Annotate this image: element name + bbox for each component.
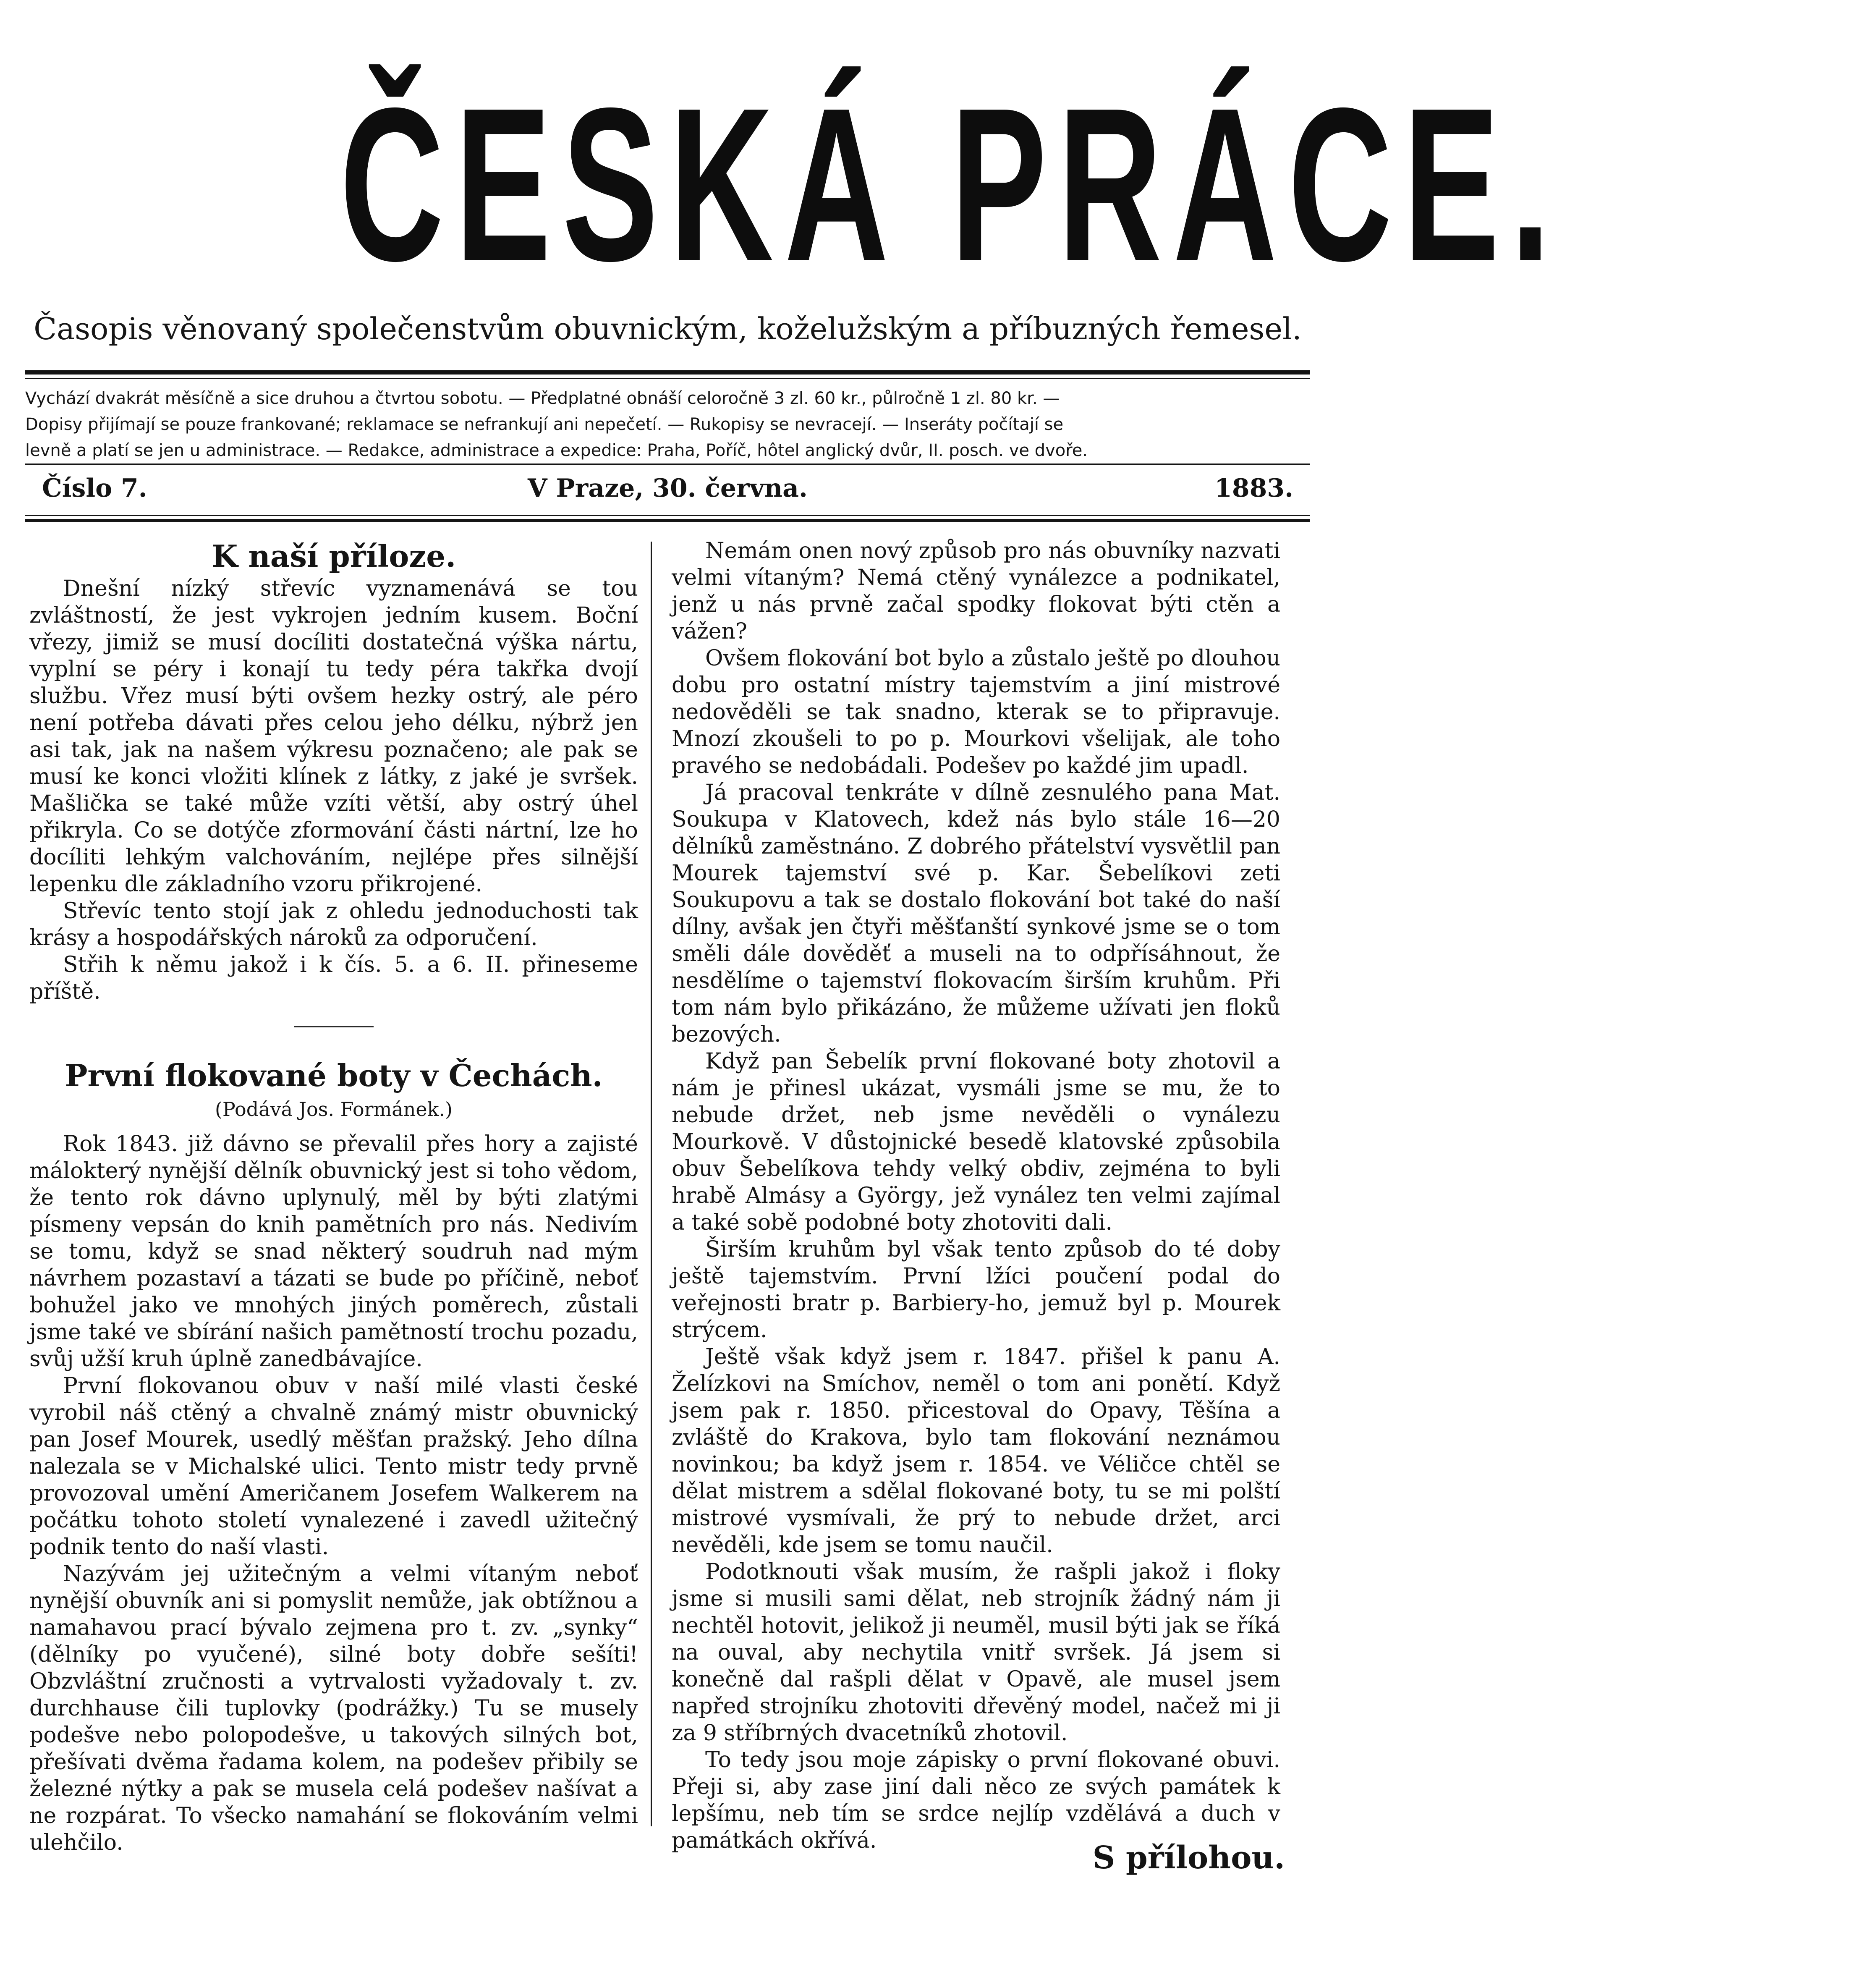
header-bottom-thin-rule [25,515,1310,516]
masthead-subtitle: Časopis věnovaný společenstvům obuvnickým, koželužským a příbuzných řemesel. [34,311,1302,346]
left-column [29,537,638,1856]
article-paragraph: Když pan Šebelík první flokované boty zhotovil a nám je přinesl ukázat, vysmáli jsme se mu, že to nebude držet, neb jsme nevěděli o vynálezu Mourkově. V důstojnické besedě klatovské způsobila obuv Šebelíkova tehdy velký obdiv, zejména to byli hrabě Almásy a Györgу, jež vynález ten velmi zajímal a také sobě podobné boty zhotoviti dali. [672,1049,1280,1235]
masthead-title: ČESKÁ PRÁCE. [340,63,1562,306]
issue-number: Číslo 7. [42,474,147,503]
masthead [25,63,1562,306]
article-paragraph: Širším kruhům byl však tento způsob do té doby ještě tajemstvím. První lžíci poučení podal do veřejnosti bratr p. Barbiery-ho, jemuž byl p. Mourek strýcem. [672,1237,1280,1343]
subscription-notice [25,385,1310,464]
notice-rule [25,464,1310,465]
article-paragraph: To tedy jsou moje zápisky o první flokované obuvi. Přeji si, aby zase jiní dali něco ze svých památek k lepšímu, neb tím se srdce nejlíp vzdělává a duch v památkách okřívá. [672,1747,1280,1853]
article-byline: (Podává Jos. Formánek.) [215,1098,453,1121]
article-title: K naší příloze. [211,538,456,574]
issue-place-date: V Praze, 30. června. [528,474,808,503]
issue-bar [25,469,1310,507]
article-paragraph: Ještě však když jsem r. 1847. přišel k panu A. Želízkovi na Smíchov, neměl o tom ani ponětí. Když jsem pak r. 1850. přicestoval do Opavy, Těšína a zvláště do Krakova, bylo tam flokování neznámou novinkou; ba když jsem r. 1854. ve Véličce chtěl se dělat mistrem a sdělal flokované boty, tu se mi polští mistrové vysmívali, že prý to nebude držet, arci nevěděli, kde jsem se tomu naučil. [672,1344,1280,1558]
column-divider [651,542,652,1826]
article-paragraph: Dnešní nízký střevíc vyznamenává se tou zvláštností, že jest vykrojen jedním kusem. Boční vřezy, jimiž se musí docíliti dostatečná výška nártu, vyplní se péry i konají tu tedy péra takřka dvojí službu. Vřez musí býti ovšem hezky ostrý, ale péro není potřeba dávati přes celou jeho délku, nýbrž jen asi tak, jak na našem výkresu poznačeno; ale pak se musí ke konci vložiti klínek z látky, z jaké je svršek. Mašlička se také může vzíti větší, aby ostrý úhel přikryla. Co se dotýče zformování části nártní, lze ho docíliti lehkým valchováním, nejlépe přes silnější lepenku dle základního vzoru přikrojené. [29,576,638,897]
notice-line: levně a platí se jen u administrace. — Redakce, administrace a expedice: Praha, Poříč, hôtel anglický dvůr, II. posch. ve dvoře. [25,441,1088,460]
closing-note: S přílohou. [1092,1840,1285,1876]
article-paragraph: Rok 1843. již dávno se převalil přes hory a zajisté málokterý nynější dělník obuvnický jest si toho vědom, že tento rok dávno uplynulý, měl by býti zlatými písmeny vepsán do knih pamětních pro nás. Nedivím se tomu, když se snad některý soudruh nad mým návrhem pozastaví a tázati se bude po příčině, neboť bohužel jako ve mnohých jiných poměrech, zůstali jsme také ve sbírání našich pamětností trochu pozadu, svůj užší kruh úplně zanedbávajíce. [29,1131,638,1372]
article-paragraph: Nazývám jej užitečným a velmi vítaným neboť nynější obuvník ani si pomyslit nemůže, jak obtížnou a namahavou prací bývalo zejmena pro t. zv. „synky“ (dělníky po vyučené), silné boty dobře sešíti! Obzvláštní zručnosti a vytrvalosti vyžadovaly t. zv. durchhause čili tuplovky (podrážky.) Tu se musely podešve nebo polopodešve, u takových silných bot, přešívati dvěma řadama kolem, na podešev přibily se železné nýtky a pak se musela celá podešev našívat a ne rozpárat. To všecko namahání se flokováním velmi ulehčilo. [29,1561,638,1855]
article-paragraph: Podotknouti však musím, že rašpli jakož i floky jsme si musili sami dělat, neb strojník žádný nám ji nechtěl hotovit, jelikož ji neuměl, musil býti jak se říká na ouval, aby nechytila vnitř svršek. Já jsem si konečně dal rašpli dělat v Opavě, ale musel jsem napřed strojníku zhotoviti dřevěný model, načež mi ji za 9 stříbrných dvacetníků zhotovil. [672,1559,1280,1746]
section-divider [294,1026,374,1027]
header-bottom-thick-rule [25,519,1310,522]
top-thin-rule [25,378,1310,379]
article-paragraph: Nemám onen nový způsob pro nás obuvníky nazvati velmi vítaným? Nemá ctěný vynálezce a podnikatel, jenž u nás prvně začal spodky flokovat býti ctěn a vážen? [672,538,1280,644]
article-paragraph: Ovšem flokování bot bylo a zůstalo ještě po dlouhou dobu pro ostatní místry tajemstvím a jiní mistrové nedověděli se tak snadno, kterak se to připravuje. Mnozí zkoušeli to po p. Mourkovi všelijak, ale toho pravého se nedobádali. Podešev po každé jim upadl. [672,646,1280,778]
article-title: První flokované boty v Čechách. [65,1058,603,1093]
notice-line: Vychází dvakrát měsíčně a sice druhou a čtvrtou sobotu. — Předplatné obnáší celoročně 3 zl. 60 kr., půlročně 1 zl. 80 kr. — [25,389,1060,408]
notice-line: Dopisy přijímají se pouze frankované; reklamace se nefrankují ani nepečetí. — Rukopisy se nevracejí. — Inseráty počítají se [25,415,1064,434]
article-paragraph: Střevíc tento stojí jak z ohledu jednoduchosti tak krásy a hospodářských nároků za odporučení. [29,898,638,951]
article-paragraph: První flokovanou obuv v naší milé vlasti české vyrobil náš ctěný a chvalně známý mistr obuvnický pan Josef Mourek, usedlý měšťan pražský. Jeho dílna nalezala se v Michalské ulici. Tento mistr tedy prvně provozoval umění Američanem Josefem Walkerem na počátku tohoto století vynalezené i zavedl užitečný podnik tento do naší vlasti. [29,1373,638,1560]
top-thick-rule [25,370,1310,375]
newspaper-page [25,0,1562,1980]
article-paragraph: Střih k němu jakož i k čís. 5. a 6. II. přineseme příště. [29,952,638,1004]
right-column [672,537,1280,1854]
issue-year: 1883. [1214,474,1293,503]
article-paragraph: Já pracoval tenkráte v dílně zesnulého pana Mat. Soukupa v Klatovech, kdež nás bylo stále 16—20 dělníků zaměstnáno. Z dobrého přátelství vysvětlil pan Mourek tajemství své p. Kar. Šebelíkovi zeti Soukupovu a tak se dostalo flokování bot také do naší dílny, avšak jen čtyři měšťanští synkové jsme se o tom směli dále dověděť a museli na to odpřísáhnout, že nesdělíme o tajemství flokovacím širším kruhům. Při tom nám bylo přikázáno, že můžeme užívati jen floků bezových. [672,780,1280,1047]
